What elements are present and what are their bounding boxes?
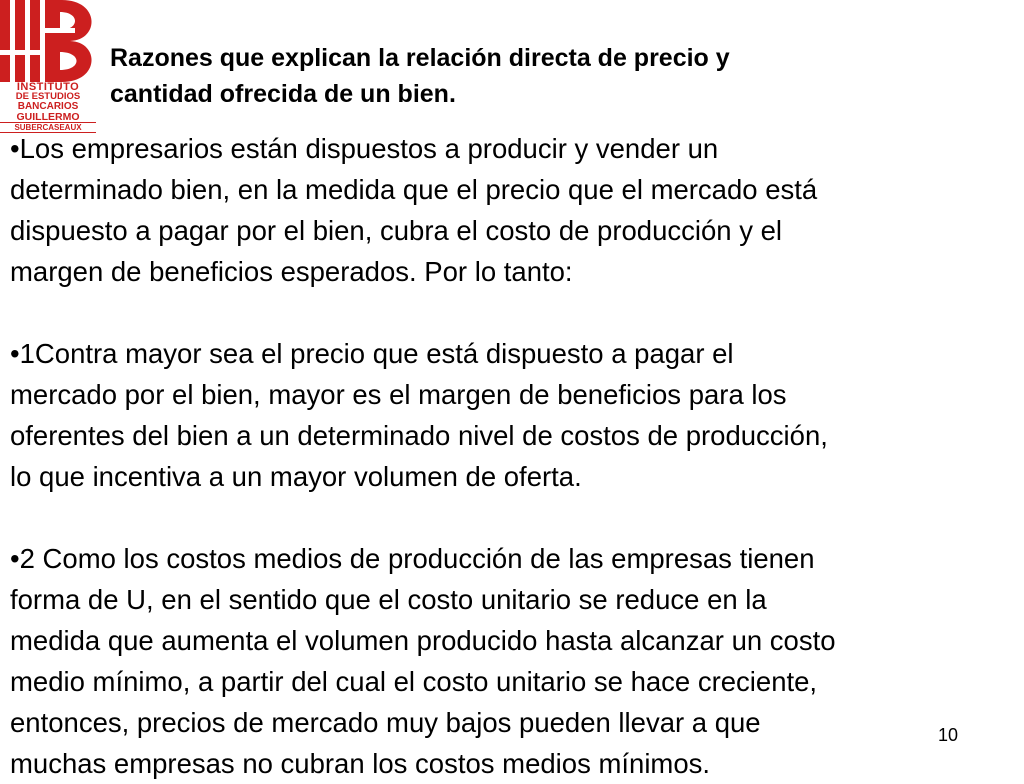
text-line: medida que aumenta el volumen producido hasta alcanzar un costo xyxy=(10,625,836,656)
text-line: lo que incentiva a un mayor volumen de oferta. xyxy=(10,461,582,492)
slide-body xyxy=(10,128,1024,784)
text-line: mercado por el bien, mayor es el margen de beneficios para los xyxy=(10,379,787,410)
text-line: •2 Como los costos medios de producción de las empresas tienen xyxy=(10,543,815,574)
paragraph-gap xyxy=(10,497,1024,538)
title-line: Razones que explican la relación directa de precio y xyxy=(110,44,730,72)
logo-text xyxy=(0,82,96,133)
page-number: 10 xyxy=(938,725,959,745)
logo-line: BANCARIOS xyxy=(17,101,79,112)
text-line: muchas empresas no cubran los costos medios mínimos. xyxy=(10,748,711,779)
logo-line: DE ESTUDIOS xyxy=(15,91,81,102)
paragraph-intro xyxy=(10,128,1024,292)
slide-title xyxy=(110,40,1000,112)
logo-mark-icon xyxy=(0,0,100,82)
text-line: •1Contra mayor sea el precio que está dispuesto a pagar el xyxy=(10,338,734,369)
paragraph-gap xyxy=(10,292,1024,333)
text-line: determinado bien, en la medida que el precio que el mercado está xyxy=(10,174,818,205)
logo-line: GUILLERMO xyxy=(16,111,80,123)
text-line: margen de beneficios esperados. Por lo tanto: xyxy=(10,256,573,287)
text-line: forma de U, en el sentido que el costo unitario se reduce en la xyxy=(10,584,767,615)
title-line: cantidad ofrecida de un bien. xyxy=(110,80,456,108)
text-line: medio mínimo, a partir del cual el costo unitario se hace creciente, xyxy=(10,666,818,697)
text-line: oferentes del bien a un determinado nivel de costos de producción, xyxy=(10,420,828,451)
logo-line: INSTITUTO xyxy=(16,81,80,93)
paragraph-reason-2 xyxy=(10,538,1024,784)
institute-logo xyxy=(0,0,100,142)
logo-line: SUBERCASEAUX xyxy=(0,122,96,133)
text-line: entonces, precios de mercado muy bajos pueden llevar a que xyxy=(10,707,761,738)
text-line: •Los empresarios están dispuestos a producir y vender un xyxy=(10,133,719,164)
paragraph-reason-1 xyxy=(10,333,1024,497)
text-line: dispuesto a pagar por el bien, cubra el costo de producción y el xyxy=(10,215,783,246)
